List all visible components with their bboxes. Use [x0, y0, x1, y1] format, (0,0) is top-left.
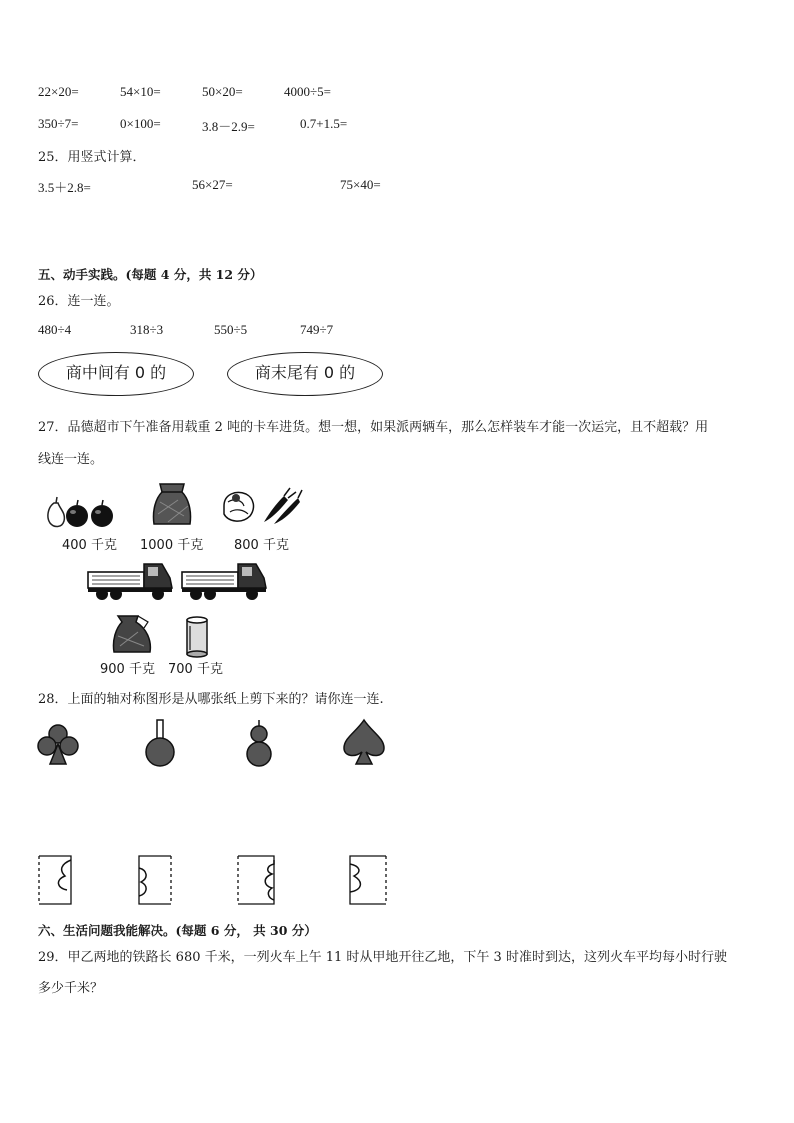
weight-label: 900 千克: [100, 662, 155, 677]
calc-item: 0×100=: [120, 116, 161, 131]
calc-item: 22×20=: [38, 84, 79, 99]
folded-paper-icon: [133, 854, 173, 906]
calc-item: 3.5＋2.8=: [38, 180, 91, 195]
calc-item: 350÷7=: [38, 116, 79, 131]
fruit-icon: [44, 495, 122, 531]
calc-item: 4000÷5=: [284, 84, 331, 99]
folded-paper-icon: [236, 854, 276, 906]
oval-label: 商末尾有 0 的: [254, 363, 356, 382]
question-26-title: 26．连一连。: [38, 294, 120, 309]
bottle-icon: [142, 718, 178, 768]
folded-paper-icon: [37, 854, 73, 906]
sack-icon: [148, 480, 196, 528]
question-25-title: 25．用竖式计算．: [38, 150, 146, 165]
oval-quotient-end-zero: [227, 352, 383, 396]
division-item: 318÷3: [130, 322, 164, 337]
bag-icon: [108, 612, 156, 656]
gourd-icon: [244, 718, 274, 768]
question-28-title: 28．上面的轴对称图形是从哪张纸上剪下来的？请你连一连.: [38, 692, 384, 707]
club-icon: [36, 722, 80, 766]
division-item: 749÷7: [300, 322, 334, 337]
spade-icon: [342, 718, 386, 766]
truck-icon: [86, 558, 174, 602]
calc-item: 3.8－2.9=: [202, 119, 255, 134]
oval-quotient-middle-zero: [38, 352, 194, 396]
calc-item: 75×40=: [340, 177, 381, 192]
weight-label: 700 千克: [168, 662, 223, 677]
calc-item: 56×27=: [192, 177, 233, 192]
division-item: 550÷5: [214, 322, 248, 337]
folded-paper-icon: [346, 854, 388, 906]
truck-icon: [180, 558, 268, 602]
vegetable-icon: [220, 486, 304, 526]
section-6-heading: 六、生活问题我能解决。(每题 6 分， 共 30 分）: [38, 923, 317, 938]
can-icon: [184, 616, 210, 658]
question-27-line2: 线连一连。: [38, 452, 104, 467]
question-29-line1: 29．甲乙两地的铁路长 680 千米，一列火车上午 11 时从甲地开往乙地，下午 3 时准时到达，这列火车平均每小时行驶: [38, 950, 727, 965]
calc-item: 54×10=: [120, 84, 161, 99]
section-5-heading: 五、动手实践。(每题 4 分，共 12 分）: [38, 267, 263, 282]
calc-item: 0.7+1.5=: [300, 116, 348, 131]
division-item: 480÷4: [38, 322, 72, 337]
weight-label: 1000 千克: [140, 538, 204, 553]
calc-item: 50×20=: [202, 84, 243, 99]
question-27-line1: 27．品德超市下午准备用载重 2 吨的卡车进货。想一想，如果派两辆车，那么怎样装车才能一次运完，且不超载？用: [38, 420, 709, 435]
weight-label: 400 千克: [62, 538, 117, 553]
weight-label: 800 千克: [234, 538, 289, 553]
oval-label: 商中间有 0 的: [65, 363, 167, 382]
question-29-line2: 多少千米？: [38, 981, 104, 996]
